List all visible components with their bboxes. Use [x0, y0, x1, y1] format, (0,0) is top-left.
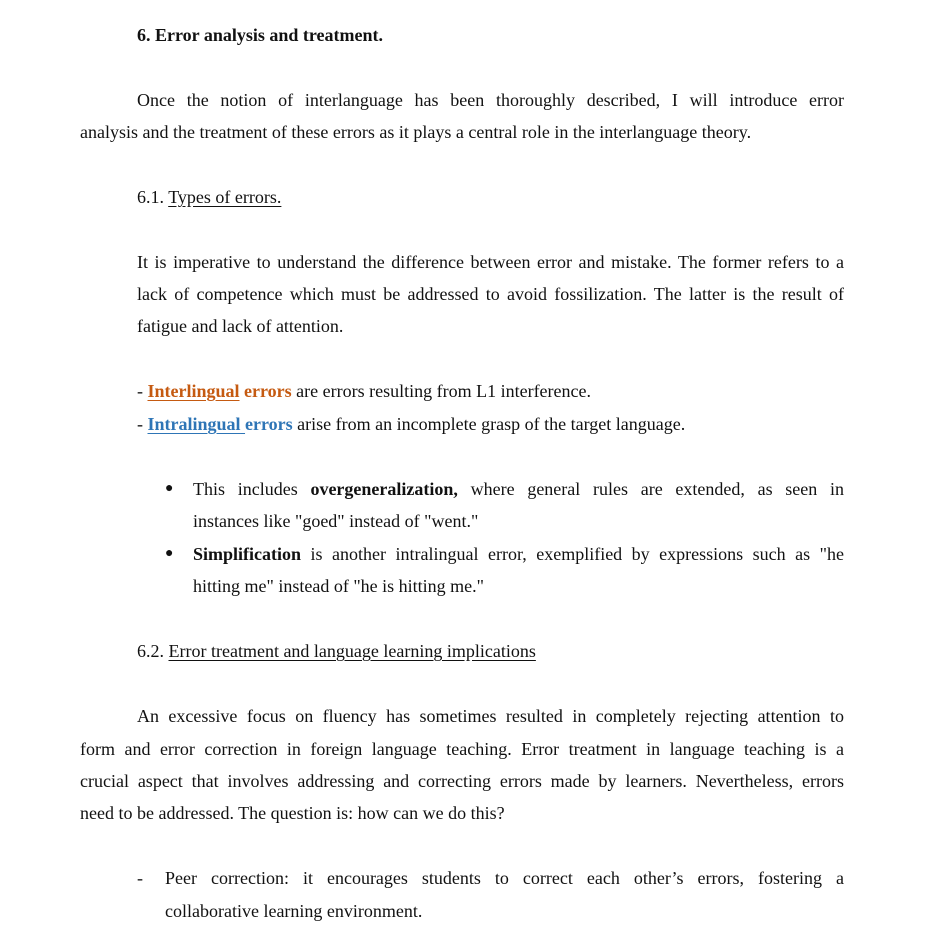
dash: -	[137, 868, 143, 888]
para-62-line-1: An excessive focus on fluency has sometimes resulted in completely rejecting attention to	[137, 706, 844, 726]
subsection-title: Types of errors.	[168, 187, 282, 207]
dash: -	[137, 414, 143, 434]
bullet-2-line-1: Simplification is another intralingual error, exemplified by expressions such as "he	[193, 544, 844, 564]
para-62-line-4: need to be addressed. The question is: how can we do this?	[80, 803, 505, 823]
subsection-title: Error treatment and language learning implications	[168, 641, 536, 661]
section-heading: 6. Error analysis and treatment.	[137, 25, 383, 45]
subsection-number: 6.1.	[137, 187, 164, 207]
dash: -	[137, 381, 143, 401]
para-61-line-2: lack of competence which must be addressed to avoid fossilization. The latter is the result of	[137, 284, 844, 304]
bullet-icon: ●	[165, 481, 174, 496]
intro-line-1: Once the notion of interlanguage has been thoroughly described, I will introduce error	[137, 90, 844, 110]
interlingual-description: are errors resulting from L1 interference.	[296, 381, 592, 401]
bullet-1-line-2: instances like "goed" instead of "went."	[193, 511, 479, 531]
bullet-icon: ●	[165, 546, 174, 561]
para-62-line-3: crucial aspect that involves addressing and correcting errors made by learners. Nevertheless, errors	[80, 771, 844, 791]
bullet-1-line-1: This includes overgeneralization, where general rules are extended, as seen in	[193, 479, 844, 499]
subsection-6-2	[137, 640, 536, 662]
intralingual-item	[137, 413, 685, 435]
para-61-line-3: fatigue and lack of attention.	[137, 316, 344, 336]
peer-correction-line-2: collaborative learning environment.	[165, 901, 423, 921]
peer-correction-line-1: Peer correction: it encourages students to correct each other’s errors, fostering a	[165, 868, 844, 888]
intralingual-errors-word: errors	[245, 414, 293, 434]
interlingual-errors-word: errors	[244, 381, 292, 401]
interlingual-term: Interlingual	[147, 381, 240, 401]
bullet-2-line-2: hitting me" instead of "he is hitting me."	[193, 576, 485, 596]
para-61-line-1: It is imperative to understand the difference between error and mistake. The former refers to a	[137, 252, 844, 272]
intro-line-2: analysis and the treatment of these errors as it plays a central role in the interlanguage theory.	[80, 122, 752, 142]
subsection-6-1	[137, 186, 281, 208]
interlingual-item	[137, 380, 591, 402]
subsection-number: 6.2.	[137, 641, 164, 661]
intralingual-description: arise from an incomplete grasp of the target language.	[297, 414, 686, 434]
intralingual-term: Intralingual	[147, 414, 241, 434]
para-62-line-2: form and error correction in foreign language teaching. Error treatment in language teaching is a	[80, 739, 844, 759]
